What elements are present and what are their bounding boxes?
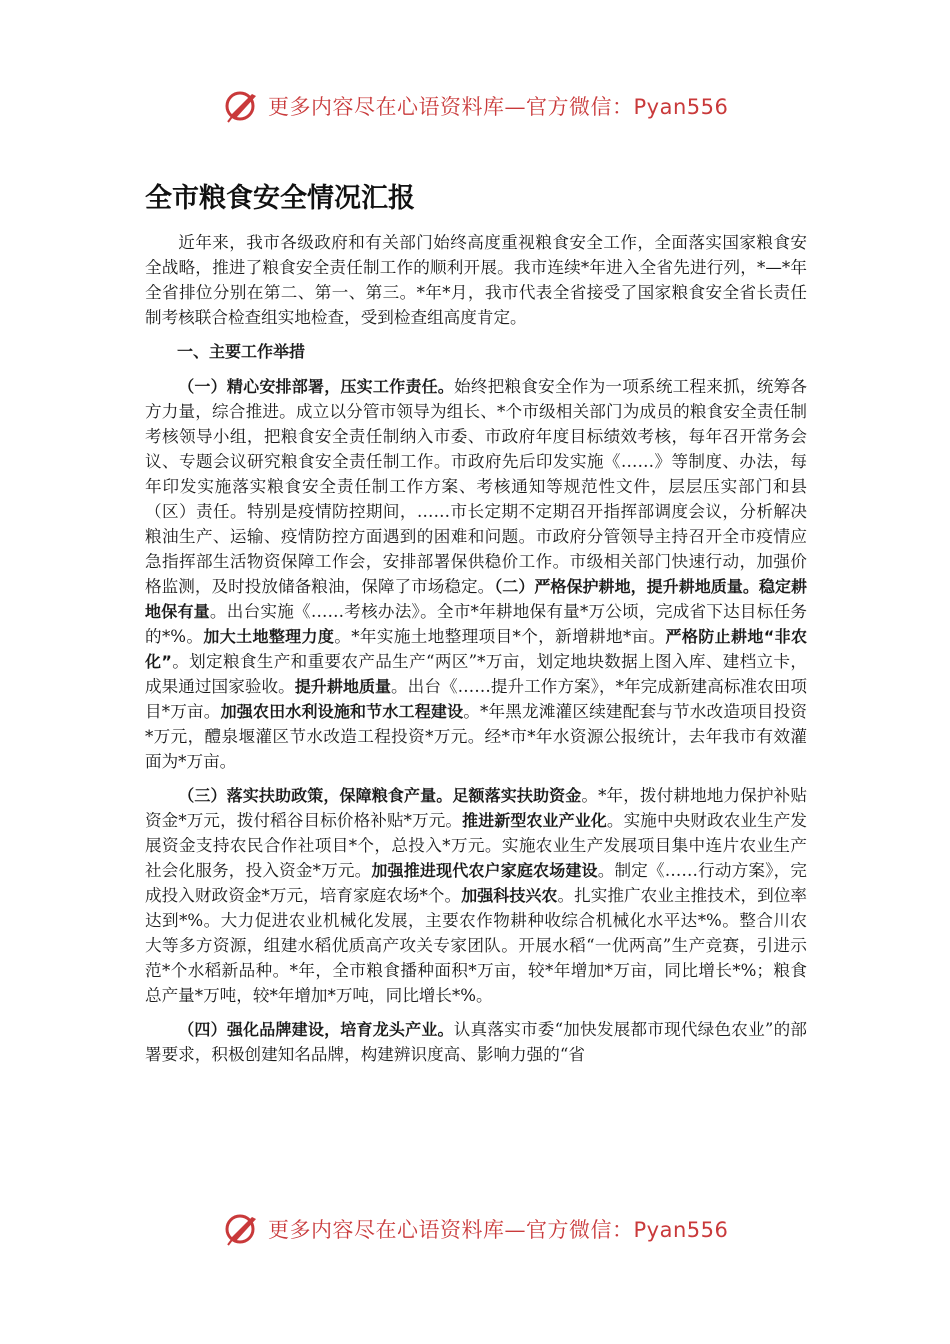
paragraph-1 [145,374,807,774]
intro-paragraph: 近年来，我市各级政府和有关部门始终高度重视粮食安全工作，全面落实国家粮食安全战略，推进了粮食安全责任制工作的顺利开展。我市连续*年进入全省先进行列，*—*年全省排位分别在第二、第一、第三。*年*月，我市代表全省接受了国家粮食安全省长责任制考核联合检查组实地检查，受到检查组高度肯定。 [145,233,807,327]
paragraph-text: 。扎实推广农业主推技术，到位率达到*%。大力促进农业机械化发展，主要农作物耕种收综合机械化水平达*%。整合川农大等多方资源，组建水稻优质高产攻关专家团队。开展水稻“一优两高”生产竞赛，引进示范*个水稻新品种。*年，全市粮食播种面积*万亩，较*年增加*万亩，同比增长*%；粮食总产量*万吨，较*年增加*万吨，同比增长*%。 [145,886,808,1005]
paragraph-2 [145,783,807,1008]
document-title: 全市粮食安全情况汇报 [145,183,415,214]
paragraph-text: 始终把粮食安全作为一项系统工程来抓，统筹各方力量，综合推进。成立以分管市领导为组长、*个市级相关部门为成员的粮食安全责任制考核领导小组，把粮食安全责任制纳入市委、市政府年度目标绩效考核，每年召开常务会议、专题会议研究粮食安全责任制工作。市政府先后印发实施《……》等制度、办法，每年印发实施落实粮食安全责任制工作方案、考核通知等规范性文件，层层压实部门和县（区）责任。特别是疫情防控期间，……市长定期不定期召开指挥部调度会议，分析解决粮油生产、运输、疫情防控方面遇到的困难和问题。市政府分管领导主持召开全市疫情应急指挥部生活物资保障工作会，安排部署保供稳价工作。市级相关部门快速行动，加强价格监测，及时投放储备粮油，保障了市场稳定。 [145,377,807,596]
paragraph-text: 。出台实施《……考核办法》。全市*年耕地保有量*万公顷，完成省下达目标任务的*%。 [145,602,807,646]
subheading: （一）精心安排部署，压实工作责任。 [178,377,455,396]
paragraph-text: 。*年，拨付耕地地力保护补贴资金*万元，拨付稻谷目标价格补贴*万元。 [145,786,807,830]
banner-main-text: 更多内容尽在心语资料库 [268,95,505,119]
quill-logo-icon [222,86,262,126]
banner-text [268,91,728,121]
header-banner [222,84,742,128]
paragraph-text: 。出台《……提升工作方案》，*年完成新建高标准农田项目*万亩。 [145,677,807,721]
bold-phrase: 严格防止耕地“非农化” [145,627,807,671]
bold-phrase: 加强推进现代农户家庭农场建设 [371,861,598,880]
paragraph-3 [145,1017,807,1067]
bold-phrase: 加强科技兴农 [461,886,558,905]
bold-phrase: 推进新型农业产业化 [462,811,607,830]
paragraph-text: 。制定《……行动方案》，完成投入财政资金*万元，培育家庭农场*个。 [145,861,807,905]
banner-dash: — [504,95,526,119]
quill-logo-icon [222,1209,262,1249]
banner-wechat-id: Pyan556 [633,1218,729,1242]
subheading: （三）落实扶助政策，保障粮食产量。 [178,786,453,805]
banner-main-text: 更多内容尽在心语资料库 [268,1218,505,1242]
subheading: （二）严格保护耕地，提升耕地质量。 [494,577,759,596]
paragraph-text: 。实施中央财政农业生产发展资金支持农民合作社项目*个，总投入*万元。实施农业生产发展项目集中连片农业生产社会化服务，投入资金*万元。 [145,811,807,880]
paragraph-text: 认真落实市委“加快发展都市现代绿色农业”的部署要求，积极创建知名品牌，构建辨识度高、影响力强的“省 [145,1020,807,1064]
banner-wechat-label: 官方微信： [526,95,634,119]
bold-phrase: 足额落实扶助资金 [452,786,582,805]
subheading: （四）强化品牌建设，培育龙头产业。 [178,1020,454,1039]
bold-phrase: 提升耕地质量 [294,677,392,696]
document-body [145,230,807,1076]
banner-wechat-label: 官方微信： [526,1218,634,1242]
bold-phrase: 加大土地整理力度 [203,627,335,646]
paragraph-text: 。划定粮食生产和重要农产品生产“两区”*万亩，划定地块数据上图入库、建档立卡，成果通过国家验收。 [145,652,807,696]
bold-phrase: 加强农田水利设施和节水工程建设 [220,702,464,721]
bold-phrase: 稳定耕地保有量 [145,577,807,621]
banner-wechat-id: Pyan556 [633,95,729,119]
banner-dash: — [504,1218,526,1242]
paragraph-text: 。*年实施土地整理项目*个，新增耕地*亩。 [334,627,666,646]
banner-text [268,1214,728,1244]
footer-banner [222,1207,742,1251]
section-heading: 一、主要工作举措 [177,342,306,361]
paragraph-text: 。*年黑龙滩灌区续建配套与节水改造项目投资*万元，醴泉堰灌区节水改造工程投资*万元。经*市*年水资源公报统计，去年我市有效灌面为*万亩。 [145,702,808,771]
